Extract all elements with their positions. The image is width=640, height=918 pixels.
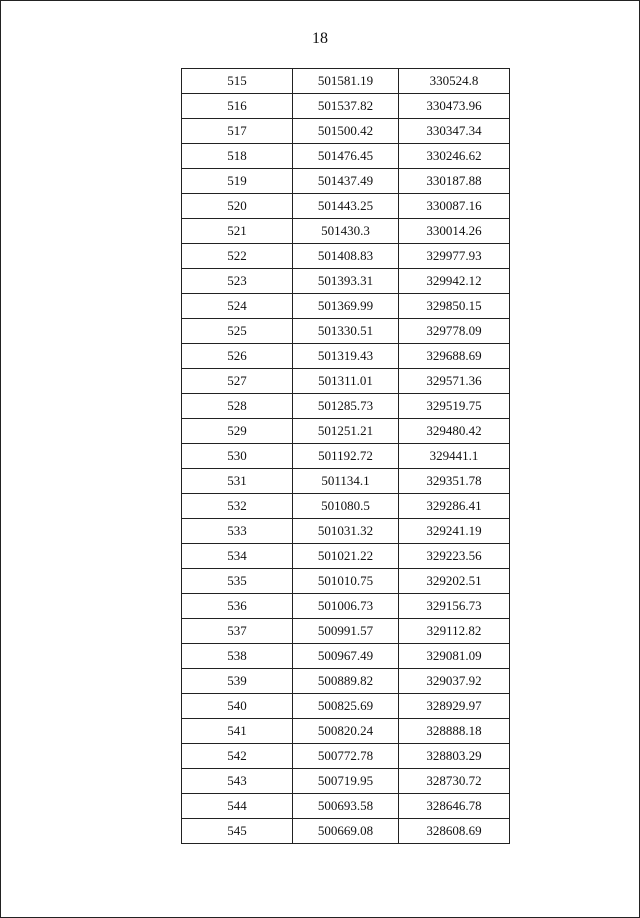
point-number-cell: 544 [182,794,293,819]
point-number-cell: 532 [182,494,293,519]
x-coordinate-cell: 501430.3 [293,219,399,244]
x-coordinate-cell: 500967.49 [293,644,399,669]
y-coordinate-cell: 330014.26 [399,219,510,244]
point-number-cell: 530 [182,444,293,469]
table-row [182,794,510,819]
y-coordinate-cell: 330087.16 [399,194,510,219]
y-coordinate-cell: 329112.82 [399,619,510,644]
x-coordinate-cell: 501251.21 [293,419,399,444]
point-number-cell: 539 [182,669,293,694]
point-number-cell: 535 [182,569,293,594]
y-coordinate-cell: 329241.19 [399,519,510,544]
table-row [182,694,510,719]
point-number-cell: 517 [182,119,293,144]
table-row [182,569,510,594]
table-row [182,494,510,519]
table-row [182,469,510,494]
table-row [182,644,510,669]
table-row [182,669,510,694]
y-coordinate-cell: 330524.8 [399,69,510,94]
table-row [182,144,510,169]
y-coordinate-cell: 329441.1 [399,444,510,469]
table-row [182,319,510,344]
table-row [182,544,510,569]
table-row [182,419,510,444]
x-coordinate-cell: 501393.31 [293,269,399,294]
y-coordinate-cell: 329037.92 [399,669,510,694]
y-coordinate-cell: 329156.73 [399,594,510,619]
table-row [182,219,510,244]
point-number-cell: 528 [182,394,293,419]
table-row [182,594,510,619]
point-number-cell: 516 [182,94,293,119]
table-row [182,119,510,144]
y-coordinate-cell: 329202.51 [399,569,510,594]
table-row [182,819,510,844]
table-row [182,744,510,769]
y-coordinate-cell: 329942.12 [399,269,510,294]
y-coordinate-cell: 329223.56 [399,544,510,569]
point-number-cell: 533 [182,519,293,544]
point-number-cell: 527 [182,369,293,394]
y-coordinate-cell: 330347.34 [399,119,510,144]
x-coordinate-cell: 501080.5 [293,494,399,519]
point-number-cell: 522 [182,244,293,269]
x-coordinate-cell: 500669.08 [293,819,399,844]
x-coordinate-cell: 500719.95 [293,769,399,794]
point-number-cell: 521 [182,219,293,244]
x-coordinate-cell: 500693.58 [293,794,399,819]
point-number-cell: 518 [182,144,293,169]
table-row [182,69,510,94]
table-row [182,194,510,219]
x-coordinate-cell: 501369.99 [293,294,399,319]
point-number-cell: 534 [182,544,293,569]
table-row [182,94,510,119]
table-row [182,294,510,319]
point-number-cell: 523 [182,269,293,294]
x-coordinate-cell: 501330.51 [293,319,399,344]
point-number-cell: 538 [182,644,293,669]
y-coordinate-cell: 329850.15 [399,294,510,319]
coordinates-table [181,68,510,844]
point-number-cell: 545 [182,819,293,844]
x-coordinate-cell: 501537.82 [293,94,399,119]
x-coordinate-cell: 500991.57 [293,619,399,644]
point-number-cell: 524 [182,294,293,319]
y-coordinate-cell: 330187.88 [399,169,510,194]
point-number-cell: 519 [182,169,293,194]
x-coordinate-cell: 501031.32 [293,519,399,544]
point-number-cell: 515 [182,69,293,94]
point-number-cell: 526 [182,344,293,369]
x-coordinate-cell: 501192.72 [293,444,399,469]
y-coordinate-cell: 329519.75 [399,394,510,419]
point-number-cell: 536 [182,594,293,619]
y-coordinate-cell: 328929.97 [399,694,510,719]
y-coordinate-cell: 329688.69 [399,344,510,369]
x-coordinate-cell: 501010.75 [293,569,399,594]
point-number-cell: 520 [182,194,293,219]
y-coordinate-cell: 328730.72 [399,769,510,794]
x-coordinate-cell: 501319.43 [293,344,399,369]
table-row [182,369,510,394]
point-number-cell: 543 [182,769,293,794]
point-number-cell: 531 [182,469,293,494]
x-coordinate-cell: 501437.49 [293,169,399,194]
point-number-cell: 542 [182,744,293,769]
y-coordinate-cell: 328608.69 [399,819,510,844]
table-row [182,619,510,644]
table-row [182,394,510,419]
x-coordinate-cell: 500889.82 [293,669,399,694]
point-number-cell: 540 [182,694,293,719]
table-row [182,244,510,269]
page-number: 18 [312,30,328,47]
point-number-cell: 537 [182,619,293,644]
y-coordinate-cell: 328646.78 [399,794,510,819]
x-coordinate-cell: 501500.42 [293,119,399,144]
x-coordinate-cell: 500825.69 [293,694,399,719]
y-coordinate-cell: 329351.78 [399,469,510,494]
x-coordinate-cell: 501408.83 [293,244,399,269]
point-number-cell: 525 [182,319,293,344]
y-coordinate-cell: 329977.93 [399,244,510,269]
x-coordinate-cell: 500820.24 [293,719,399,744]
point-number-cell: 541 [182,719,293,744]
x-coordinate-cell: 501134.1 [293,469,399,494]
y-coordinate-cell: 329571.36 [399,369,510,394]
table-row [182,519,510,544]
x-coordinate-cell: 501581.19 [293,69,399,94]
y-coordinate-cell: 330473.96 [399,94,510,119]
y-coordinate-cell: 328803.29 [399,744,510,769]
table-row [182,169,510,194]
x-coordinate-cell: 500772.78 [293,744,399,769]
table-row [182,344,510,369]
x-coordinate-cell: 501285.73 [293,394,399,419]
y-coordinate-cell: 329081.09 [399,644,510,669]
x-coordinate-cell: 501443.25 [293,194,399,219]
x-coordinate-cell: 501006.73 [293,594,399,619]
y-coordinate-cell: 329778.09 [399,319,510,344]
y-coordinate-cell: 329480.42 [399,419,510,444]
y-coordinate-cell: 329286.41 [399,494,510,519]
y-coordinate-cell: 328888.18 [399,719,510,744]
point-number-cell: 529 [182,419,293,444]
table-row [182,719,510,744]
coordinates-table-body [182,69,510,844]
x-coordinate-cell: 501311.01 [293,369,399,394]
table-row [182,769,510,794]
table-row [182,444,510,469]
table-row [182,269,510,294]
x-coordinate-cell: 501021.22 [293,544,399,569]
x-coordinate-cell: 501476.45 [293,144,399,169]
y-coordinate-cell: 330246.62 [399,144,510,169]
